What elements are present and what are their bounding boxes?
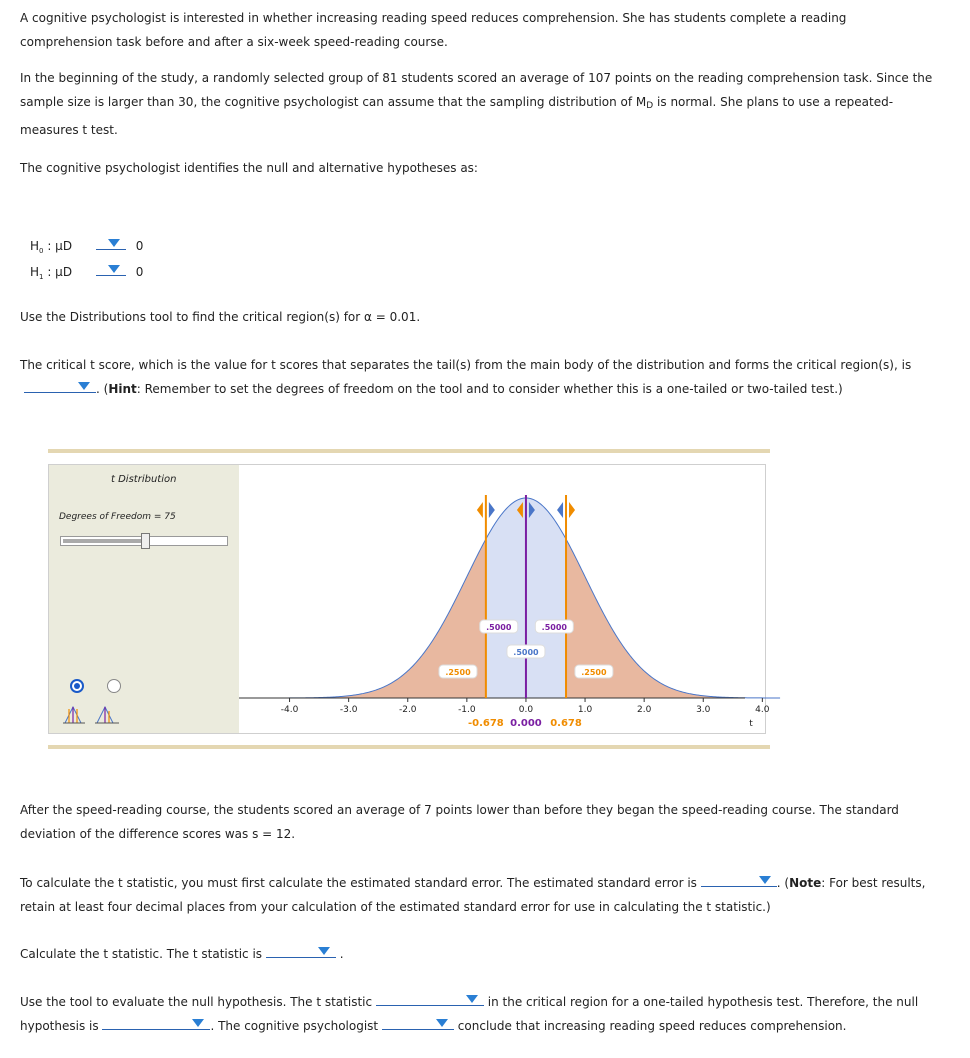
se-post: . (	[776, 876, 790, 890]
chevron-down-icon	[318, 947, 330, 955]
h1-mu: : μD	[47, 265, 73, 279]
line-value-label: 0.000	[510, 718, 542, 729]
df-slider-fill	[63, 539, 143, 543]
h0-row	[30, 235, 143, 255]
df-slider-handle[interactable]	[141, 533, 150, 549]
line-value-label: -0.678	[467, 718, 504, 729]
tail-mode-icons	[63, 703, 125, 725]
eval-mid: in the critical region for a one-tailed hypothesis test. Therefore, the null hypothesis is	[20, 995, 919, 1033]
intro-paragraph-3: The cognitive psychologist identifies the null and alternative hypotheses as:	[20, 161, 478, 175]
h0-sub: 0	[39, 247, 44, 255]
line-value-label: 0.678	[550, 718, 582, 729]
x-tick-label: -4.0	[280, 705, 299, 715]
evaluate-question	[20, 990, 940, 1038]
tstat-post: .	[339, 947, 344, 961]
note-text: : For best results, retain at least four decimal places from your calculation of the estimated standard error for use in calculating the t statistic.)	[20, 876, 926, 914]
eval-pre: Use the tool to evaluate the null hypothesis. The t statistic	[20, 995, 373, 1009]
note-label: Note	[789, 876, 822, 890]
t-distribution-chart	[239, 465, 770, 733]
h1-label: H	[30, 265, 40, 279]
t-statistic-dropdown[interactable]	[266, 943, 336, 958]
area-label: .2500	[445, 668, 471, 677]
chevron-down-icon	[78, 382, 90, 390]
h0-mu: : μD	[47, 239, 73, 253]
two-tail-icon[interactable]	[63, 707, 85, 723]
area-label: .5000	[541, 623, 567, 632]
distributions-instruction: Use the Distributions tool to find the critical region(s) for α = 0.01.	[20, 310, 421, 324]
x-tick-label: -1.0	[458, 705, 476, 715]
h0-operator-dropdown[interactable]	[96, 235, 126, 250]
chevron-down-icon	[436, 1019, 448, 1027]
area-label: .2500	[581, 668, 607, 677]
critical-t-dropdown[interactable]	[24, 378, 96, 393]
tool-control-panel	[49, 465, 239, 733]
null-decision-dropdown[interactable]	[102, 1015, 210, 1030]
eval-end: conclude that increasing reading speed reduces comprehension.	[457, 1019, 847, 1033]
x-tick-label: 3.0	[696, 705, 711, 715]
area-label: .5000	[486, 623, 512, 632]
critical-pre: The critical t score, which is the value for t scores that separates the tail(s) from the main body of the distribution and forms the critical region(s), is	[20, 358, 912, 372]
critical-region-dropdown[interactable]	[376, 991, 484, 1006]
chevron-down-icon	[759, 876, 771, 884]
df-slider[interactable]	[60, 536, 228, 546]
critical-question	[20, 353, 940, 401]
h0-value: 0	[135, 239, 144, 253]
x-tick-label: 4.0	[755, 705, 770, 715]
chevron-down-icon	[108, 265, 120, 273]
drag-handle-left[interactable]	[477, 502, 483, 518]
chevron-down-icon	[192, 1019, 204, 1027]
drag-handle-left[interactable]	[557, 502, 563, 518]
x-tick-label: 1.0	[577, 705, 593, 715]
tool-top-rule	[48, 449, 770, 453]
hint-text: : Remember to set the degrees of freedom on the tool and to consider whether this is a one-tailed or two-tailed test.)	[136, 382, 843, 396]
drag-handle-right[interactable]	[569, 502, 575, 518]
tool-bottom-rule	[48, 745, 770, 749]
intro-p2-sub: D	[646, 101, 654, 111]
after-paragraph: After the speed-reading course, the students scored an average of 7 points lower than before they began the speed-reading course. The standard deviation of the difference scores was s = 12.	[20, 803, 899, 841]
h1-operator-dropdown[interactable]	[96, 261, 126, 276]
x-axis-label: t	[749, 719, 753, 729]
hint-label: Hint	[108, 382, 137, 396]
x-tick-label: 2.0	[636, 705, 652, 715]
intro-paragraph-1: A cognitive psychologist is interested in whether increasing reading speed reduces comprehension. She has students complete a reading comprehension task before and after a six-week speed-reading course.	[20, 11, 847, 49]
x-tick-label: -3.0	[339, 705, 358, 715]
two-tail-radio[interactable]	[70, 679, 84, 693]
area-label: .5000	[513, 648, 539, 657]
intro-paragraph-2	[20, 66, 940, 142]
x-tick-label: 0.0	[518, 705, 534, 715]
chevron-down-icon	[466, 995, 478, 1003]
drag-handle-right[interactable]	[489, 502, 495, 518]
conclusion-dropdown[interactable]	[382, 1015, 454, 1030]
one-tail-radio[interactable]	[107, 679, 121, 693]
h1-sub: 1	[39, 273, 44, 281]
intro-p2-text: In the beginning of the study, a randomly selected group of 81 students scored an average of 107 points on the reading comprehension task. Since the sample size is larger than 30, the cognitive psychologist can assume that the sampling distribution of M	[20, 71, 933, 109]
df-label: Degrees of Freedom = 75	[59, 512, 176, 522]
t-statistic-question	[20, 942, 940, 966]
h1-value: 0	[135, 265, 144, 279]
h1-row	[30, 261, 143, 281]
x-tick-label: -2.0	[398, 705, 417, 715]
intro-p2-end: is normal. She plans to use a repeated-measures t test.	[20, 95, 894, 137]
one-tail-icon[interactable]	[95, 707, 119, 723]
critical-post: . (	[96, 382, 109, 396]
chevron-down-icon	[108, 239, 120, 247]
standard-error-question	[20, 871, 940, 919]
eval-mid2: . The cognitive psychologist	[210, 1019, 379, 1033]
standard-error-dropdown[interactable]	[701, 872, 777, 887]
tstat-pre: Calculate the t statistic. The t statistic is	[20, 947, 263, 961]
se-pre: To calculate the t statistic, you must first calculate the estimated standard error. The estimated standard error is	[20, 876, 697, 890]
h0-label: H	[30, 239, 40, 253]
distribution-tool	[48, 464, 770, 734]
tool-title: t Distribution	[111, 474, 177, 485]
